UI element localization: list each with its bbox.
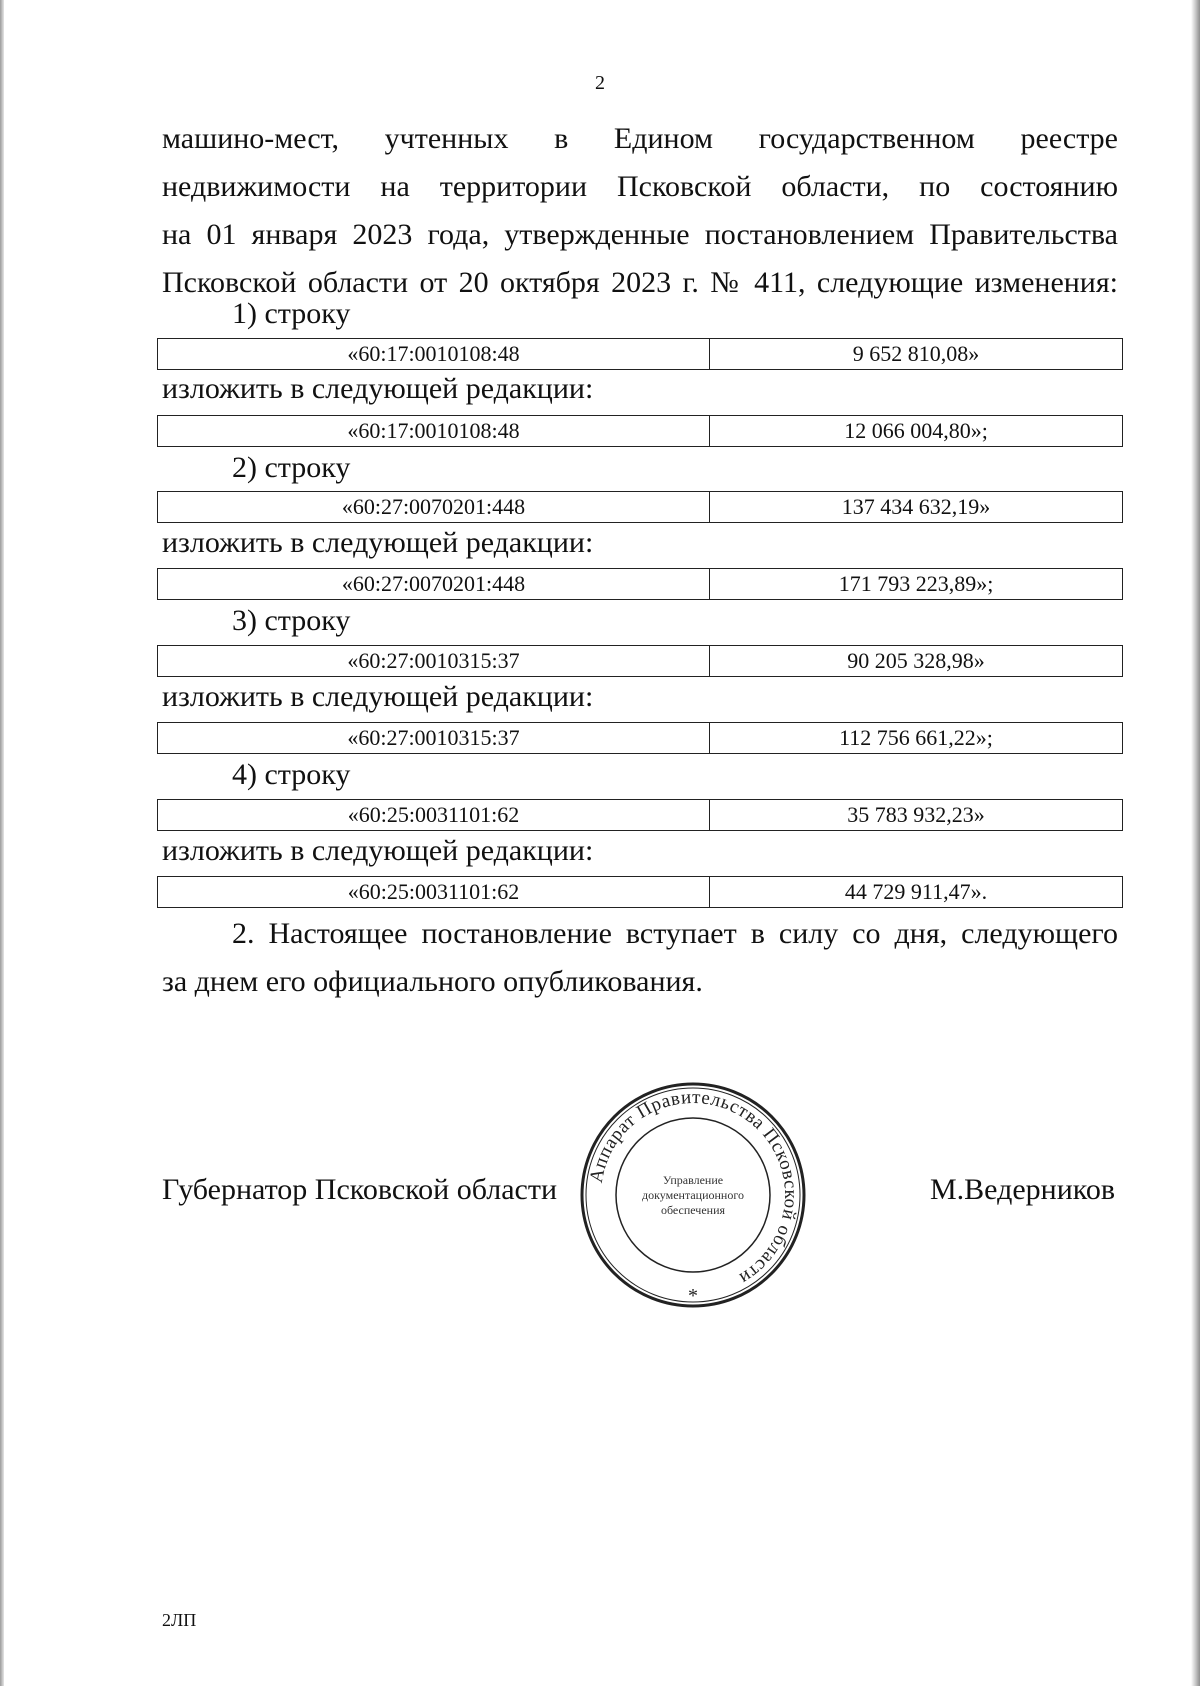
seal-center-line: обеспечения	[660, 1203, 726, 1217]
cadastral-number: «60:27:0070201:448	[158, 569, 710, 599]
table-row-old	[157, 338, 1123, 370]
redaction-label: изложить в следующей редакции:	[162, 372, 594, 405]
redaction-label: изложить в следующей редакции:	[162, 680, 594, 713]
cadastral-number: «60:27:0010315:37	[158, 723, 710, 753]
item-label: 1) строку	[232, 297, 351, 330]
cadastral-value: 44 729 911,47».	[844, 879, 988, 904]
intro-line: недвижимости на территории Псковской области, по состоянию	[162, 170, 1118, 203]
intro-paragraph	[162, 115, 1118, 307]
table-row-old	[157, 491, 1123, 523]
cadastral-value: 112 756 661,22»;	[839, 725, 993, 750]
table-row-old	[157, 645, 1123, 677]
item-label: 4) строку	[232, 758, 351, 791]
seal-center-line: документационного	[642, 1188, 744, 1202]
seal-star-icon: *	[688, 1285, 698, 1307]
cadastral-number: «60:25:0031101:62	[158, 877, 710, 907]
page-number: 2	[595, 72, 605, 94]
cadastral-value: 137 434 632,19»	[841, 494, 991, 519]
cadastral-value: 171 793 223,89»;	[838, 571, 994, 596]
redaction-label: изложить в следующей редакции:	[162, 526, 594, 559]
document-code: 2ЛП	[162, 1610, 197, 1630]
official-seal	[578, 1080, 808, 1310]
table-row-old	[157, 799, 1123, 831]
closing-line: 2. Настоящее постановление вступает в силу со дня, следующего	[232, 917, 1118, 950]
cadastral-number: «60:17:0010108:48	[158, 416, 710, 446]
table-row-new	[157, 876, 1123, 908]
table-row-new	[157, 415, 1123, 447]
table-row-new	[157, 722, 1123, 754]
closing-line: за днем его официального опубликования.	[162, 965, 703, 998]
item-label: 3) строку	[232, 604, 351, 637]
cadastral-number: «60:25:0031101:62	[158, 800, 710, 830]
seal-center-line: Управление	[662, 1173, 724, 1187]
cadastral-number: «60:27:0010315:37	[158, 646, 710, 676]
item-label: 2) строку	[232, 451, 351, 484]
table-row-new	[157, 568, 1123, 600]
cadastral-value: 90 205 328,98»	[847, 648, 985, 673]
cadastral-number: «60:27:0070201:448	[158, 492, 710, 522]
intro-line: машино-мест, учтенных в Едином государственном реестре	[162, 122, 1118, 155]
seal-ring-text: Аппарат Правительства Псковской области	[585, 1086, 802, 1289]
cadastral-value: 12 066 004,80»;	[844, 418, 988, 443]
cadastral-number: «60:17:0010108:48	[158, 339, 710, 369]
signatory-name: М.Ведерников	[930, 1173, 1116, 1206]
cadastral-value: 9 652 810,08»	[852, 341, 980, 366]
closing-paragraph	[162, 910, 1118, 1006]
scan-edge-left	[0, 0, 4, 1686]
scan-edge-right	[1191, 0, 1200, 1686]
intro-line: на 01 января 2023 года, утвержденные постановлением Правительства	[162, 218, 1118, 251]
cadastral-value: 35 783 932,23»	[847, 802, 985, 827]
redaction-label: изложить в следующей редакции:	[162, 834, 594, 867]
intro-line: Псковской области от 20 октября 2023 г. № 411, следующие изменения:	[162, 266, 1118, 299]
signatory-title: Губернатор Псковской области	[162, 1173, 558, 1206]
